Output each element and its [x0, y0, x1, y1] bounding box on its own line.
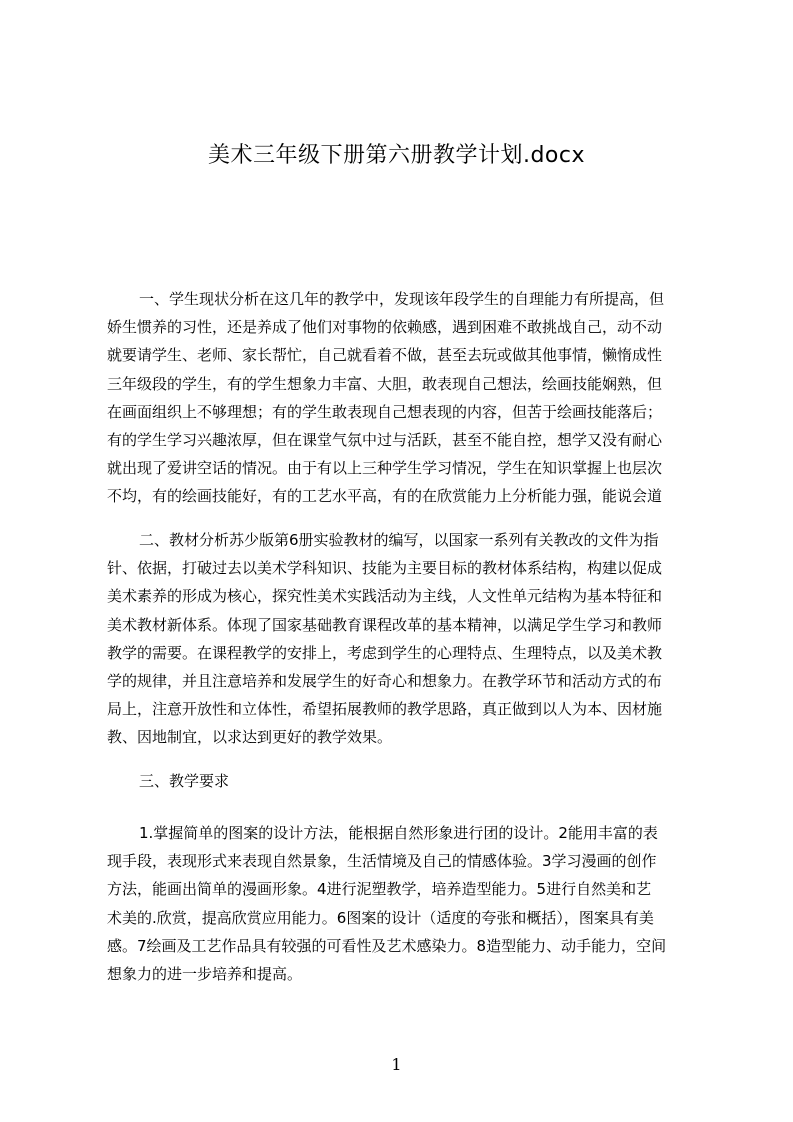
- paragraph-line: 教、因地制宜，以求达到更好的教学效果。: [107, 728, 393, 747]
- paragraph-line: 1.掌握简单的图案的设计方法，能根据自然形象进行团的设计。2能用丰富的表: [139, 824, 658, 842]
- paragraph-line: 想象力的进一步培养和提高。: [107, 964, 303, 983]
- paragraph-textbook-analysis: [107, 526, 697, 752]
- paragraph-line: 方法，能画出简单的漫画形象。4进行泥塑教学，培养造型能力。5进行自然美和艺: [107, 880, 652, 899]
- paragraph-line: 学的规律，并且注意培养和发展学生的好奇心和想象力。在教学环节和活动方式的布: [107, 671, 663, 690]
- section-heading-teaching-requirements: 三、教学要求: [139, 772, 230, 790]
- paragraph-teaching-requirements: [107, 819, 697, 988]
- page-number: 1: [391, 1055, 402, 1074]
- paragraph-line: 局上，注意开放性和立体性，希望拓展教师的教学思路，真正做到以人为本、因材施: [107, 700, 663, 719]
- paragraph-line: 现手段，表现形式来表现自然景象，生活情境及自己的情感体验。3学习漫画的创作: [107, 852, 657, 871]
- paragraph-line: 感。7绘画及工艺作品具有较强的可看性及艺术感染力。8造型能力、动手能力，空间: [107, 936, 667, 955]
- paragraph-line: 美术素养的形成为核心，探究性美术实践活动为主线，人文性单元结构为基本特征和: [107, 587, 663, 606]
- paragraph-line: 就出现了爱讲空话的情况。由于有以上三种学生学习情况，学生在知识掌握上也层次: [107, 459, 663, 478]
- paragraph-line: 美术教材新体系。体现了国家基础教育课程改革的基本精神，以满足学生学习和教师: [107, 615, 663, 634]
- paragraph-line: 术美的.欣赏，提高欣赏应用能力。6图案的设计（适度的夸张和概括），图案具有美: [107, 908, 654, 927]
- document-title: 美术三年级下册第六册教学计划.docx: [207, 143, 586, 168]
- paragraph-line: 娇生惯养的习性，还是养成了他们对事物的依赖感，遇到困难不敢挑战自己，动不动: [107, 318, 663, 337]
- paragraph-line: 就要请学生、老师、家长帮忙，自己就看着不做，甚至去玩或做其他事情，懒惰成性: [107, 346, 663, 365]
- paragraph-line: 在画面组织上不够理想；有的学生敢表现自己想表现的内容，但苦于绘画技能落后；: [107, 402, 663, 421]
- paragraph-line: 不均，有的绘画技能好，有的工艺水平高，有的在欣赏能力上分析能力强，能说会道: [107, 487, 663, 506]
- paragraph-line: 二、教材分析苏少版第6册实验教材的编写，以国家一系列有关教改的文件为指: [139, 531, 659, 549]
- paragraph-line: 一、学生现状分析在这几年的教学中，发现该年段学生的自理能力有所提高，但: [139, 290, 665, 308]
- paragraph-line: 有的学生学习兴趣浓厚，但在课堂气氛中过与活跃，甚至不能自控，想学又没有耐心: [107, 430, 663, 449]
- paragraph-line: 针、依据，打破过去以美术学科知识、技能为主要目标的教材体系结构，构建以促成: [107, 559, 663, 578]
- paragraph-line: 三年级段的学生，有的学生想象力丰富、大胆，敢表现自己想法，绘画技能娴熟，但: [107, 374, 663, 393]
- paragraph-student-analysis: [107, 285, 697, 511]
- paragraph-line: 教学的需要。在课程教学的安排上，考虑到学生的心理特点、生理特点，以及美术教: [107, 643, 663, 662]
